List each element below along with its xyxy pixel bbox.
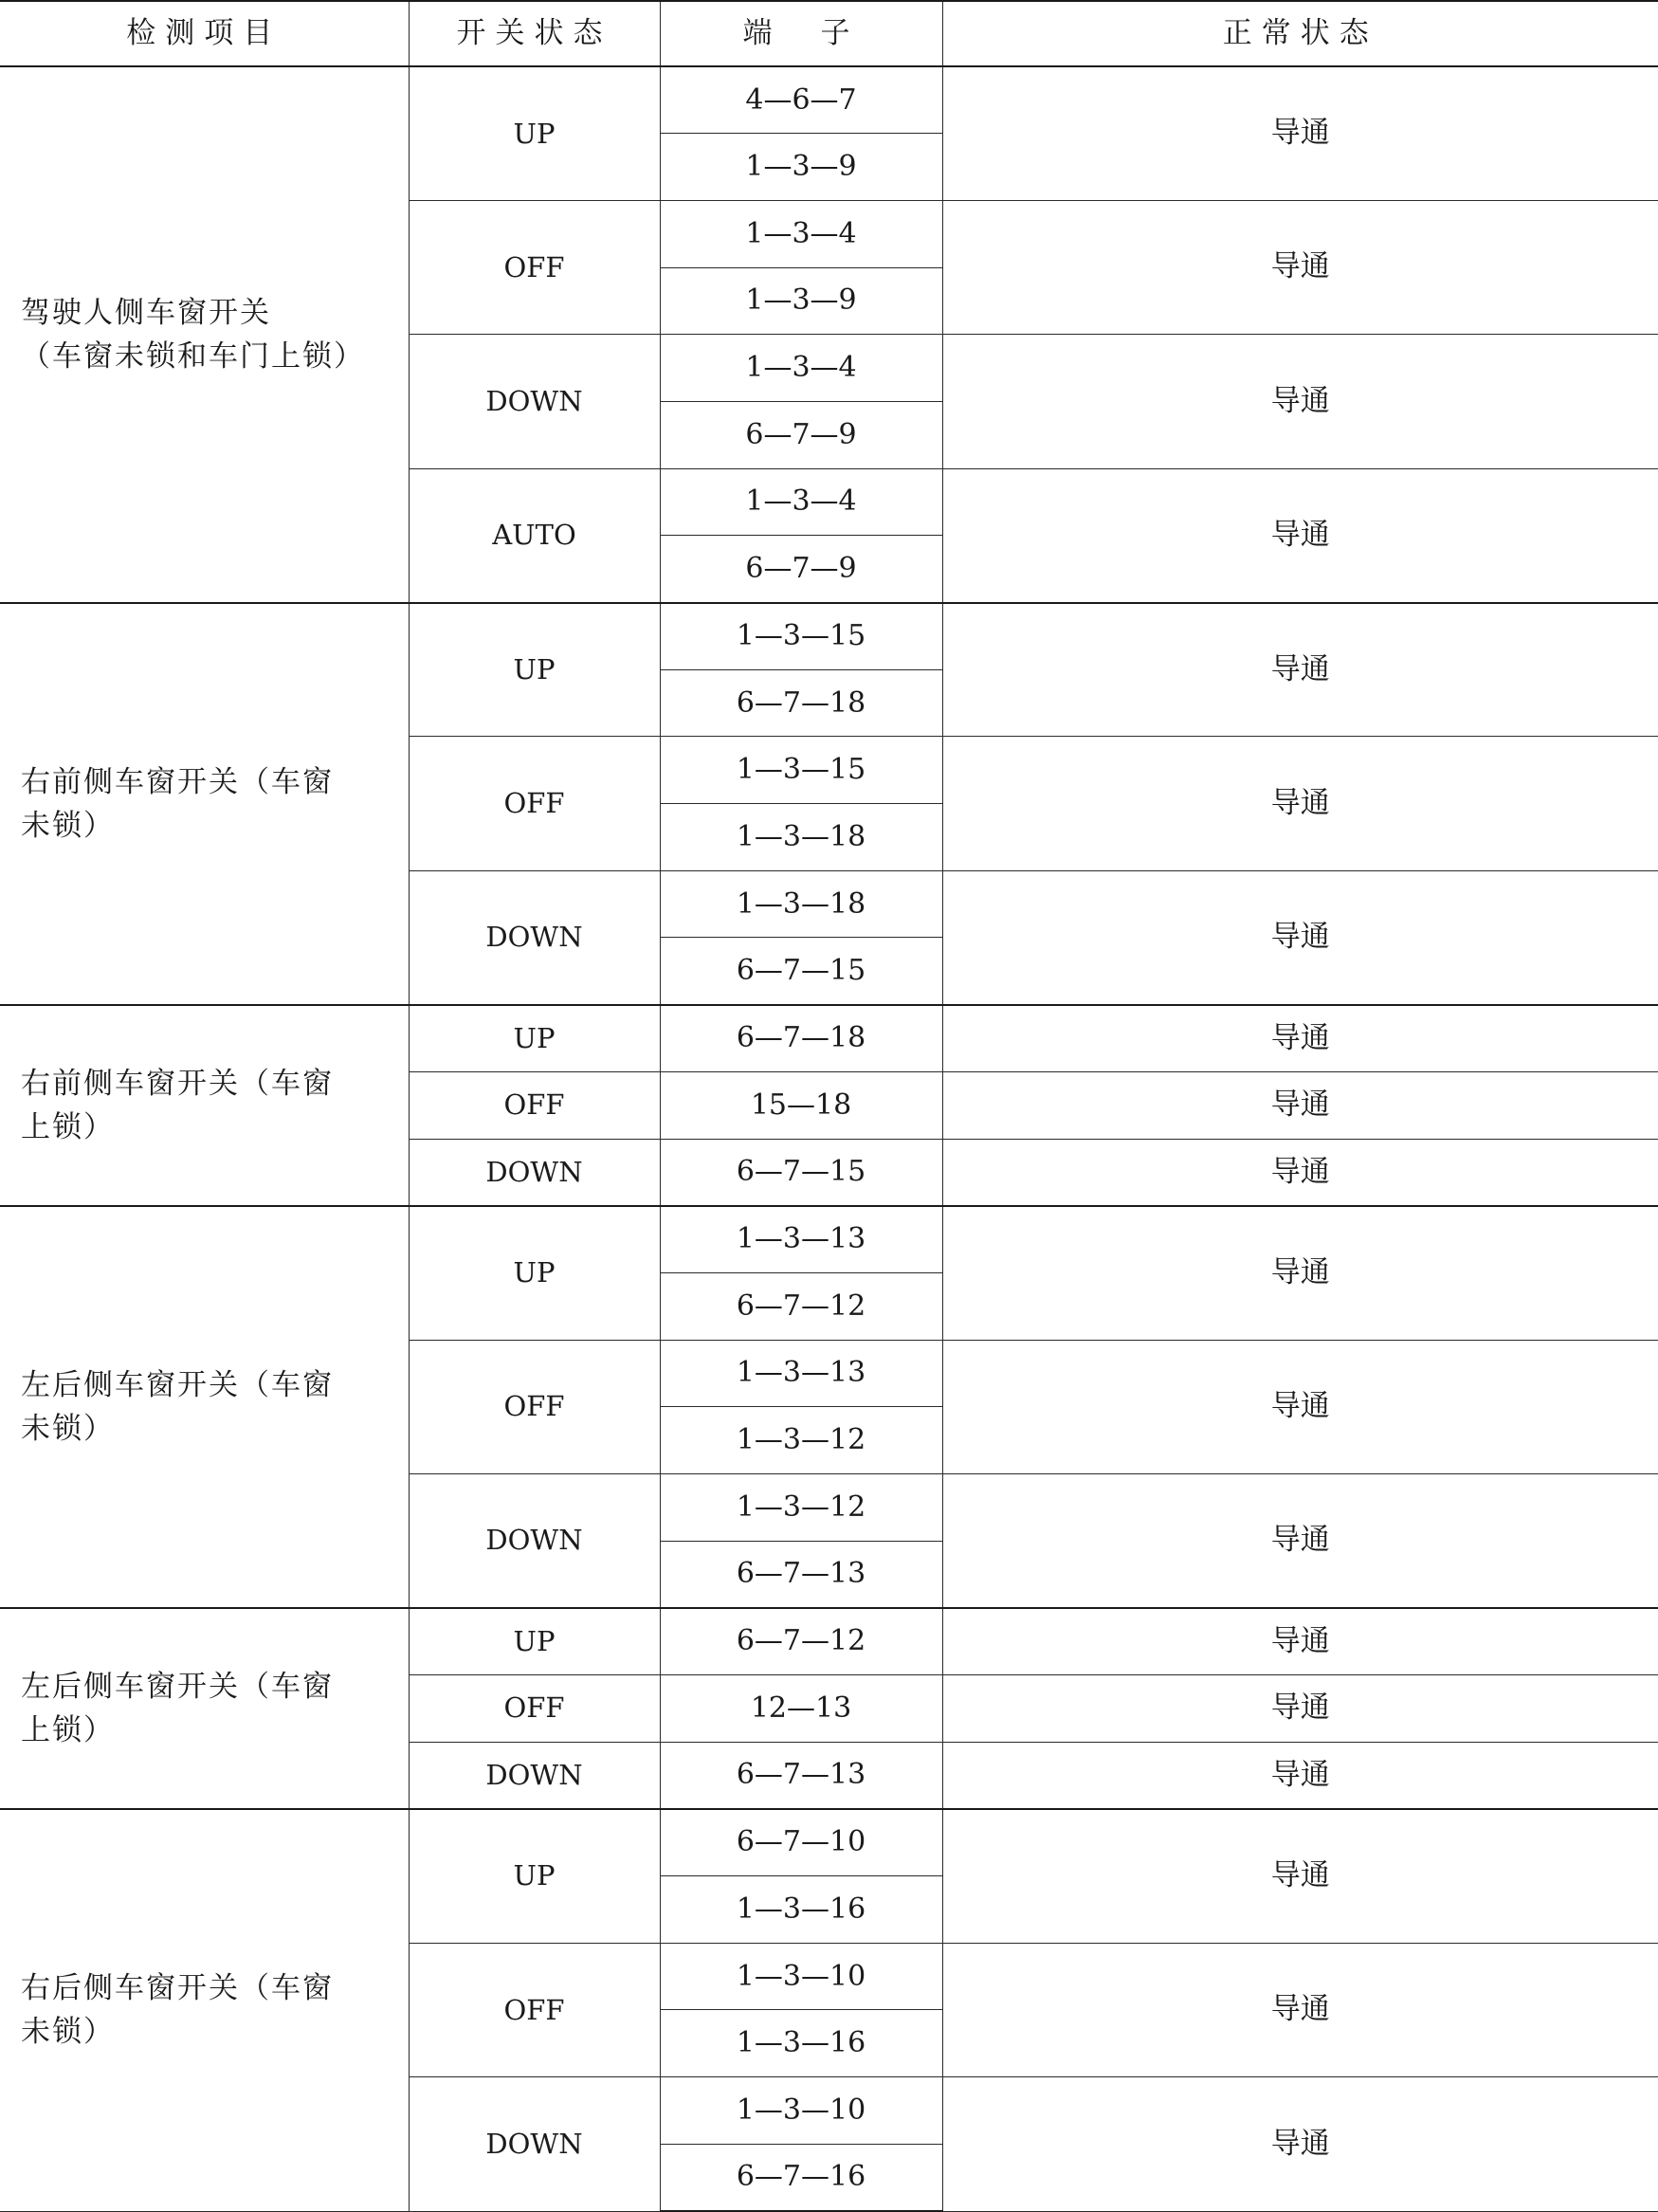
terminal-cell: 6—7—12	[660, 1608, 942, 1675]
terminal-cell: 1—3—9	[660, 134, 942, 201]
switch-state-cell: DOWN	[409, 870, 660, 1004]
header-item: 检测项目	[0, 1, 409, 66]
switch-state-cell: DOWN	[409, 335, 660, 468]
terminal-cell: 6—7—15	[660, 938, 942, 1005]
switch-state-cell: OFF	[409, 1943, 660, 2076]
table-row	[0, 603, 1658, 670]
header-normal-state: 正常状态	[942, 1, 1658, 66]
inspection-item-cell	[0, 66, 409, 603]
normal-state-cell: 导通	[942, 1340, 1658, 1473]
normal-state-cell: 导通	[942, 1139, 1658, 1206]
inspection-item-line: 未锁）	[21, 1411, 115, 1446]
terminal-cell: 1—3—16	[660, 1876, 942, 1944]
terminal-cell: 6—7—15	[660, 1139, 942, 1206]
inspection-item-line: 上锁）	[21, 1712, 115, 1747]
header-terminal: 端 子	[660, 1, 942, 66]
inspection-item-line: 未锁）	[21, 808, 115, 843]
switch-state-cell: UP	[409, 1809, 660, 1943]
terminal-cell: 6—7—13	[660, 1742, 942, 1809]
normal-state-cell: 导通	[942, 200, 1658, 334]
terminal-cell: 1—3—18	[660, 804, 942, 871]
inspection-item-cell	[0, 1005, 409, 1206]
switch-state-cell: DOWN	[409, 1742, 660, 1809]
normal-state-cell: 导通	[942, 1071, 1658, 1139]
terminal-cell: 1—3—18	[660, 870, 942, 938]
inspection-item-line: 上锁）	[21, 1109, 115, 1144]
inspection-item-cell	[0, 1809, 409, 2211]
terminal-cell: 6—7—10	[660, 1809, 942, 1876]
normal-state-cell: 导通	[942, 870, 1658, 1004]
header-row	[0, 1, 1658, 66]
terminal-cell: 1—3—9	[660, 267, 942, 335]
terminal-cell: 15—18	[660, 1071, 942, 1139]
normal-state-cell: 导通	[942, 1206, 1658, 1340]
switch-state-cell: OFF	[409, 1340, 660, 1473]
inspection-item-line: （车窗未锁和车门上锁）	[21, 338, 365, 374]
terminal-cell: 1—3—12	[660, 1473, 942, 1541]
normal-state-cell: 导通	[942, 1005, 1658, 1072]
normal-state-cell: 导通	[942, 1608, 1658, 1675]
terminal-cell: 1—3—15	[660, 603, 942, 670]
switch-state-cell: UP	[409, 603, 660, 737]
inspection-item-line: 未锁）	[21, 2015, 115, 2050]
inspection-item-cell	[0, 603, 409, 1005]
terminal-cell: 12—13	[660, 1675, 942, 1743]
normal-state-cell: 导通	[942, 737, 1658, 870]
table-row	[0, 1809, 1658, 1876]
terminal-cell: 6—7—13	[660, 1541, 942, 1608]
inspection-item-line: 右后侧车窗开关（车窗	[21, 1971, 334, 2006]
table-row	[0, 1206, 1658, 1273]
terminal-cell: 6—7—16	[660, 2144, 942, 2211]
switch-state-cell: DOWN	[409, 2077, 660, 2211]
switch-state-cell: OFF	[409, 1675, 660, 1743]
inspection-item-cell	[0, 1206, 409, 1608]
switch-state-cell: UP	[409, 1608, 660, 1675]
table-body	[0, 66, 1658, 2211]
terminal-cell: 4—6—7	[660, 66, 942, 134]
normal-state-cell: 导通	[942, 1473, 1658, 1607]
terminal-cell: 1—3—13	[660, 1206, 942, 1273]
terminal-cell: 1—3—10	[660, 2077, 942, 2145]
normal-state-cell: 导通	[942, 2077, 1658, 2211]
normal-state-cell: 导通	[942, 1675, 1658, 1743]
normal-state-cell: 导通	[942, 1809, 1658, 1943]
terminal-cell: 1—3—10	[660, 1943, 942, 2010]
inspection-item-line: 右前侧车窗开关（车窗	[21, 1066, 334, 1101]
inspection-item-line: 左后侧车窗开关（车窗	[21, 1367, 334, 1402]
switch-state-cell: UP	[409, 66, 660, 200]
normal-state-cell: 导通	[942, 335, 1658, 468]
switch-state-cell: UP	[409, 1206, 660, 1340]
switch-state-cell: DOWN	[409, 1473, 660, 1607]
terminal-cell: 1—3—13	[660, 1340, 942, 1407]
terminal-cell: 6—7—9	[660, 536, 942, 603]
terminal-cell: 6—7—12	[660, 1272, 942, 1340]
normal-state-cell: 导通	[942, 1943, 1658, 2076]
inspection-item-cell	[0, 1608, 409, 1809]
switch-state-cell: OFF	[409, 737, 660, 870]
terminal-cell: 1—3—16	[660, 2010, 942, 2077]
normal-state-cell: 导通	[942, 468, 1658, 602]
normal-state-cell: 导通	[942, 66, 1658, 200]
terminal-cell: 6—7—18	[660, 1005, 942, 1072]
table-row	[0, 1608, 1658, 1675]
inspection-item-line: 左后侧车窗开关（车窗	[21, 1669, 334, 1704]
table-row	[0, 1005, 1658, 1072]
switch-state-cell: DOWN	[409, 1139, 660, 1206]
terminal-cell: 1—3—4	[660, 468, 942, 536]
table-row	[0, 66, 1658, 134]
terminal-cell: 1—3—4	[660, 335, 942, 402]
normal-state-cell: 导通	[942, 1742, 1658, 1809]
header-switch-state: 开关状态	[409, 1, 660, 66]
terminal-cell: 6—7—18	[660, 669, 942, 737]
inspection-item-line: 右前侧车窗开关（车窗	[21, 764, 334, 799]
normal-state-cell: 导通	[942, 603, 1658, 737]
terminal-cell: 1—3—12	[660, 1407, 942, 1474]
terminal-cell: 1—3—4	[660, 200, 942, 267]
terminal-cell: 1—3—15	[660, 737, 942, 804]
switch-state-cell: AUTO	[409, 468, 660, 602]
inspection-item-line: 驾驶人侧车窗开关	[21, 295, 271, 330]
switch-state-cell: OFF	[409, 200, 660, 334]
terminal-cell: 6—7—9	[660, 401, 942, 468]
switch-state-cell: UP	[409, 1005, 660, 1072]
switch-state-cell: OFF	[409, 1071, 660, 1139]
